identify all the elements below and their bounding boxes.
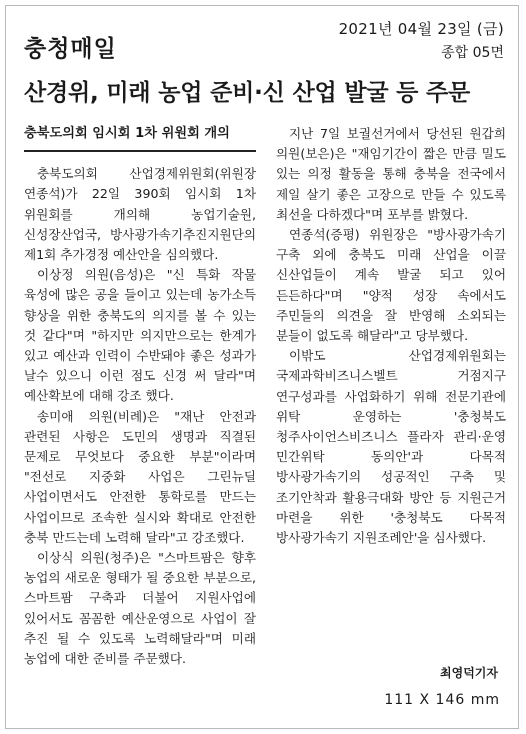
article-subheading: 충북도의회 임시회 1차 위원회 개의 <box>24 124 256 152</box>
article-paragraph: 충북도의회 산업경제위원회(위원장 연종석)가 22일 390회 임시회 1차 위원회를 개의해 농업기술원, 신성장산업국, 방사광가속기추진지원단의 제1회 추가경정 예산안을 심의했다. <box>24 166 256 263</box>
article-byline: 최영덕기자 <box>440 666 498 680</box>
article-paragraph: 이상정 의원(음성)은 "신 특화 작물 육성에 많은 공을 들이고 있는데 농가소득 향상을 위한 충북도의 의지를 볼 수 있는 것 같다"며 "하지만 의지만으로는 한계가 있고 예산과 인력이 수반돼야 좋은 성과가 날수 있으니 이런 점도 신경 써 달라"며 예산확보에 대해 강조 했다. <box>24 267 256 404</box>
article-size: 111 X 146 mm <box>384 692 500 708</box>
publication-date: 2021년 04월 23일 (금) <box>338 20 504 38</box>
page-label: 종합 05면 <box>441 45 504 61</box>
article-paragraph: 지난 7일 보궐선거에서 당선된 원갑희 의원(보은)은 "재임기간이 짧은 만큼 밀도 있는 의정 활동을 통해 충북을 전국에서 제일 살기 좋은 고장으로 만들 수 있도록 최선을 다하겠다"며 포부를 밝혔다. <box>276 126 506 222</box>
article-headline: 산경위, 미래 농업 준비·신 산업 발굴 등 주문 <box>24 80 471 106</box>
article-column-right <box>276 124 506 548</box>
article-paragraph: 이밖도 산업경제위원회는 국제과학비즈니스벨트 거점지구 연구성과를 사업화하기 위해 전문기관에 위탁 운영하는 '충청북도 청주사이언스비즈니스 플라자 관리·운영 민간위탁 동의안'과 다목적 방사광가속기의 성공적인 구축 및 조기안착과 활용극대화 방안 등 지원근거 마련을 위한 '충청북도 다목적 방사광가속기 지원조례안'을 심사했다. <box>276 348 506 546</box>
article-paragraph: 송미애 의원(비례)은 "재난 안전과 관련된 사항은 도민의 생명과 직결된 문제로 무엇보다 중요한 부분"이라며 "전선로 지중화 사업은 그린뉴딜 사업이면서도 안전한 통학로를 만드는 사업이므로 조속한 실시와 확대로 안전한 충북 만드는데 노력해 달라"고 강조했다. <box>24 408 256 545</box>
article-paragraph: 이상식 의원(청주)은 "스마트팜은 향후 농업의 새로운 형태가 될 중요한 부분으로, 스마트팜 구축과 더불어 지원사업에 있어서도 꼼꼼한 예산운영으로 사업이 잘 추진 될 수 있도록 노력해달라"며 미래 농업에 대한 준비를 주문했다. <box>24 550 256 667</box>
article-column-left <box>24 124 256 669</box>
article-paragraph: 연종석(증평) 위원장은 "방사광가속기 구축 외에 충북도 미래 산업을 이끌 신산업들이 계속 발굴 되고 있어 든든하다"며 "양적 성장 속에서도 주민들의 의견을 잘 반영해 소외되는 분들이 없도록 해달라"고 당부했다. <box>276 227 506 344</box>
publication-name: 충청매일 <box>24 36 117 62</box>
